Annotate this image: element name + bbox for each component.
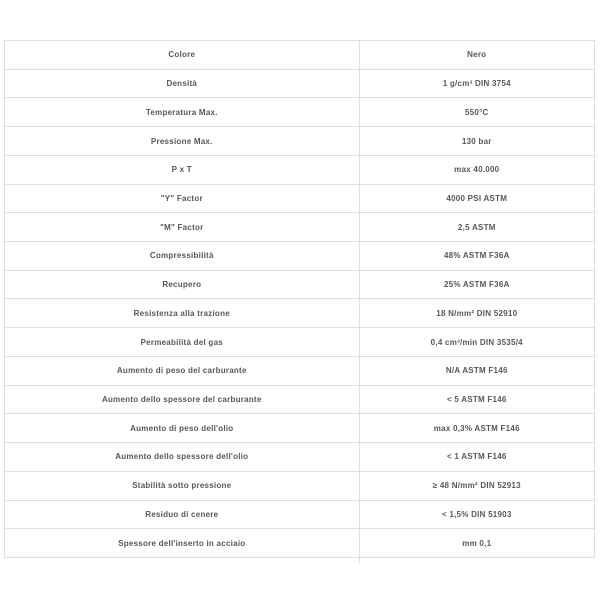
table-row [5, 414, 594, 443]
property-cell: Temperatura Max. [5, 98, 360, 126]
value-cell: ≥ 48 N/mm² DIN 52913 [432, 481, 521, 491]
property-cell: Colore [5, 41, 360, 69]
table-row [5, 156, 594, 185]
table-row [5, 271, 594, 300]
property-cell: "Y" Factor [5, 185, 360, 213]
property-cell: Residuo di cenere [5, 501, 360, 529]
value-cell: 48% ASTM F36A [443, 251, 510, 261]
value-cell: 18 N/mm² DIN 52910 [436, 308, 518, 318]
value-cell: < 1 ASTM F146 [446, 452, 507, 462]
value-cell: 4000 PSI ASTM [446, 193, 508, 203]
property-cell: Permeabilità del gas [5, 328, 360, 356]
table-row [5, 242, 594, 271]
value-cell: max 40.000 [454, 165, 500, 175]
property-cell: Recupero [5, 271, 360, 299]
table-row [5, 501, 594, 530]
value-cell: < 5 ASTM F146 [446, 394, 507, 404]
property-cell: "M" Factor [5, 213, 360, 241]
value-cell: 130 bar [461, 136, 492, 146]
table-row [5, 328, 594, 357]
value-cell: max 0,3% ASTM F146 [433, 423, 520, 433]
table-row [5, 213, 594, 242]
table-row [5, 127, 594, 156]
table-row [5, 357, 594, 386]
value-cell: N/A ASTM F146 [445, 366, 508, 376]
value-cell: 550°C [464, 107, 489, 117]
property-cell: Densità [5, 70, 360, 98]
value-cell: mm 0,1 [462, 538, 492, 548]
table-row [5, 70, 594, 99]
value-cell: 25% ASTM F36A [443, 280, 510, 290]
table-row [5, 529, 594, 557]
value-cell: 0,4 cm³/min DIN 3535/4 [430, 337, 523, 347]
column-divider-tail [359, 558, 360, 563]
table-row [5, 41, 594, 70]
property-cell: Stabilità sotto pressione [5, 472, 360, 500]
property-cell: Resistenza alla trazione [5, 299, 360, 327]
table-row [5, 386, 594, 415]
property-cell: Spessore dell'inserto in acciaio [5, 529, 360, 557]
value-cell: 2,5 ASTM [457, 222, 496, 232]
property-cell: Aumento di peso del carburante [5, 357, 360, 385]
table-row [5, 98, 594, 127]
specifications-table [4, 40, 595, 558]
table-row [5, 185, 594, 214]
table-row [5, 472, 594, 501]
value-cell: < 1,5% DIN 51903 [441, 509, 512, 519]
table-row [5, 443, 594, 472]
value-cell: 1 g/cm³ DIN 3754 [442, 79, 511, 89]
property-cell: Aumento di peso dell'olio [5, 414, 360, 442]
property-cell: Aumento dello spessore del carburante [5, 386, 360, 414]
property-cell: P x T [5, 156, 360, 184]
property-cell: Pressione Max. [5, 127, 360, 155]
property-cell: Compressibilità [5, 242, 360, 270]
value-cell: Nero [467, 50, 487, 60]
property-cell: Aumento dello spessore dell'olio [5, 443, 360, 471]
table-row [5, 299, 594, 328]
